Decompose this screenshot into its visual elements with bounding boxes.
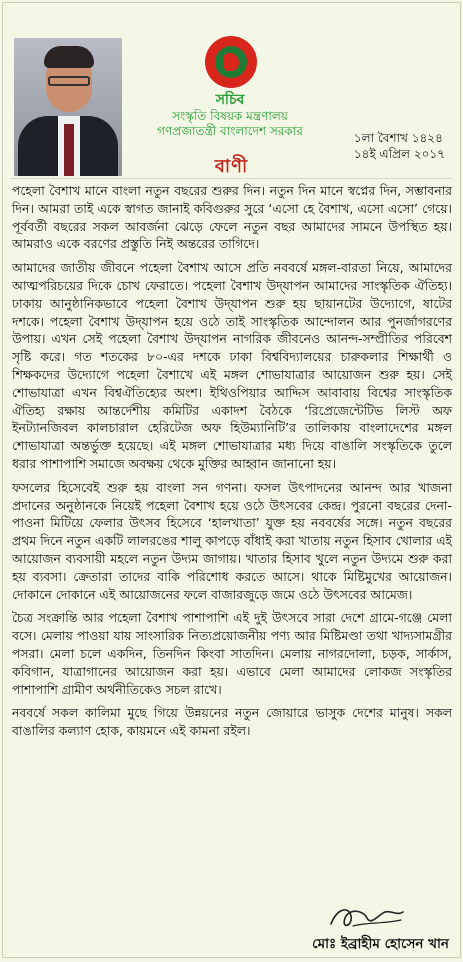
paragraph: চৈত্র সংক্রান্তি আর পহেলা বৈশাখ পাশাপাশি এই দুই উৎসবে সারা দেশে গ্রামে-গঞ্জে মেলা বসে। মেলায় পাওয়া যায় সাংসারিক নিত্যপ্রয়োজনীয় পণ্য আর মিষ্টিমণ্ডা তথা খাদ্যসামগ্রীর পসরা। মেলা চলে একদিন, তিনদিন কিংবা সাতদিন। মেলায় নাগরদোলা, চড়ক, সার্কাস, কবিগান, যাত্রাগানের আয়োজন করা হয়। এভাবে মেলা আমাদের লোকজ সংস্কৃতির পাশাপাশি গ্রামীণ অর্থনীতিকেও সচল রাখে। bbox=[12, 610, 452, 697]
message-title: বাণী bbox=[214, 156, 249, 177]
designation: সচিব bbox=[215, 92, 245, 108]
date-gregorian: ১৪ই এপ্রিল ২০১৭ bbox=[353, 147, 445, 161]
signature-area bbox=[249, 900, 449, 956]
header bbox=[0, 0, 463, 180]
paragraph: ফসলের হিসেবেই শুরু হয় বাংলা সন গণনা। ফসল উৎপাদনের আনন্দ আর খাজনা প্রদানের অনুষ্ঠানকে নিয়েই পহেলা বৈশাখ হয়ে ওঠে উৎসবের কেন্দ্র। পুরনো বছরের দেনা-পাওনা মিটিয়ে ফেলার উৎসব হিসেবে ‘হালখাতা’ যুক্ত হয় নববর্ষের সঙ্গে। নতুন বছরের প্রথম দিনে নতুন একটি লালরঙের শালু কাপড়ে বাঁধাই করা খাতায় নতুন হিসাব খোলার এই আয়োজন ব্যবসায়ী মহলে নতুন উদ্যম জাগায়। খাতার হিসাব খুলে নতুন উদ্যমে শুরু করা হয় ব্যবসা। ক্রেতারা তাদের বাকি পরিশোধ করতে আসে। থাকে মিষ্টিমুখের আয়োজন। দোকানে দোকানে এই আয়োজনের ফলে বাজারজুড়ে জমে ওঠে উৎসবের আমেজ। bbox=[12, 479, 452, 602]
paragraph: আমাদের জাতীয় জীবনে পহেলা বৈশাখ আসে প্রতি নববর্ষে মঙ্গল-বারতা নিয়ে, আমাদের আত্মপরিচয়ের দিকে চোখ ফেরাতে। পহেলা বৈশাখ উদ্‌যাপন আমাদের সাংস্কৃতিক ঐতিহ্য। ঢাকায় আনুষ্ঠানিকভাবে পহেলা বৈশাখ উদ্‌যাপন শুরু হয় ছায়ানটের উদ্যোগে, ষাটের দশকে। পহেলা বৈশাখ উদ্‌যাপন হয়ে ওঠে তাই সাংস্কৃতিক আন্দোলন আর পুনর্জাগরণের উপায়। এখন সেই পহেলা বৈশাখ উদ্‌যাপন নাগরিক জীবনেও আনন্দ-সম্প্রীতির পরিবেশ সৃষ্টি করে। গত শতকের ৮০-এর দশকে ঢাকা বিশ্ববিদ্যালয়ের চারুকলার শিক্ষার্থী ও শিক্ষকদের উদ্যোগে পহেলা বৈশাখে এই মঙ্গল শোভাযাত্রার আয়োজন শুরু হয়। সেই শোভাযাত্রা এখন বিশ্বঐতিহ্যের অংশ। ইথিওপিয়ার আদ্দিস আবাবায় বিশ্বের সাংস্কৃতিক ঐতিহ্য রক্ষায় আন্তর্দেশীয় কমিটির একাদশ বৈঠকে ‘রিপ্রেজেন্টেটিভ লিস্ট অফ ইনট্যানজিবল কালচারাল হেরিটেজ অফ হিউম্যানিটি’র তালিকায় বাংলাদেশের মঙ্গল শোভাযাত্রা অন্তর্ভুক্ত হয়েছে। এই মঙ্গল শোভাযাত্রার মধ্য দিয়ে বাঙালি সংস্কৃতিকে তুলে ধরার পাশাপাশি সমাজে অবক্ষয় থেকে মুক্তির আহ্বান জানানো হয়। bbox=[12, 260, 452, 471]
paragraph: নববর্ষে সকল কালিমা মুছে গিয়ে উন্নয়নের নতুন জোয়ারে ভাসুক দেশের মানুষ। সকল বাঙালির কল্যাণ হোক, কায়মনে এই কামনা রইল। bbox=[12, 705, 452, 739]
signatory-name: মোঃ ইব্রাহীম হোসেন খান bbox=[312, 936, 449, 952]
date-bangla: ১লা বৈশাখ ১৪২৪ bbox=[353, 131, 443, 145]
paragraph: পহেলা বৈশাখ মানে বাংলা নতুন বছরের শুরুর দিন। নতুন দিন মানে স্বপ্নের দিন, সম্ভাবনার দিন। আমরা তাই একে স্বাগত জানাই কবিগুরুর সুরে ‘এসো হে বৈশাখ, এসো এসো’ গেয়ে। পূর্ববর্তী বছরের সকল আবর্জনা ঝেড়ে ফেলে নতুন বছর আমাদের সামনে উপস্থিত হয়। আমরাও একে বরণের প্রস্তুতি নিই অন্তরের তাগিদে। bbox=[12, 183, 452, 252]
message-body bbox=[12, 182, 452, 746]
government-name: গণপ্রজাতন্ত্রী বাংলাদেশ সরকার bbox=[157, 124, 303, 138]
title-divider bbox=[10, 178, 453, 179]
ministry-name: সংস্কৃতি বিষয়ক মন্ত্রণালয় bbox=[172, 109, 288, 123]
signature-mark bbox=[323, 900, 409, 934]
government-emblem-icon bbox=[205, 36, 257, 88]
office-title-block bbox=[140, 92, 320, 139]
